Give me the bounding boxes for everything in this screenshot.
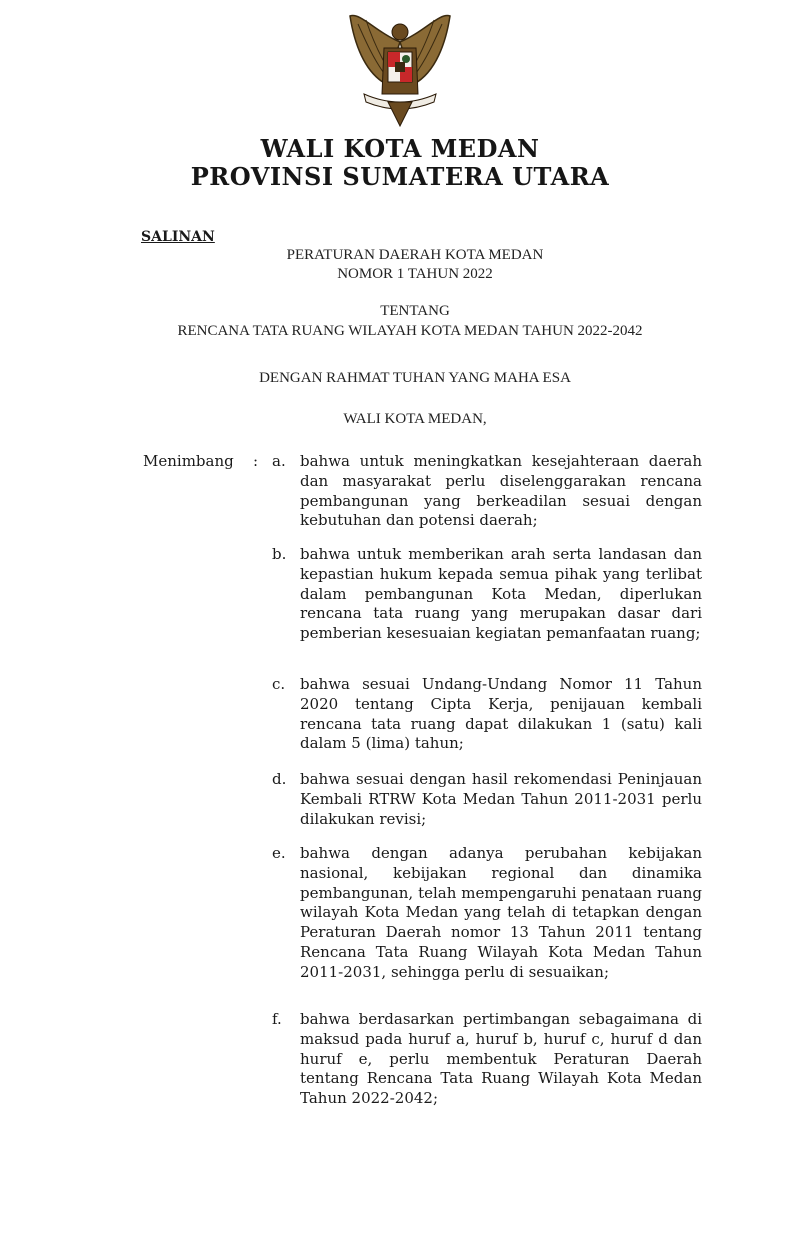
regulation-number: NOMOR 1 TAHUN 2022 <box>337 266 493 282</box>
consideration-item <box>272 844 702 983</box>
item-text: bahwa sesuai dengan hasil rekomendasi Peninjauan Kembali RTRW Kota Medan Tahun 2011-2031 perlu dilakukan revisi; <box>300 770 702 828</box>
regulation-title: PERATURAN DAERAH KOTA MEDAN <box>286 247 544 263</box>
item-marker: b. <box>272 545 287 563</box>
item-text: bahwa untuk memberikan arah serta landasan dan kepastian hukum kepada semua pihak yang terlibat dalam pembangunan Kota Medan, diperlukan rencana tata ruang yang merupakan dasar dari pemberian kesesuaian kegiatan pemanfaatan ruang; <box>300 545 702 643</box>
considerations-colon: : <box>253 452 259 470</box>
item-text: bahwa dengan adanya perubahan kebijakan nasional, kebijakan regional dan dinamika pembangunan, telah mempengaruhi penataan ruang wilayah Kota Medan yang telah di tetapkan dengan Peraturan Daerah nomor 13 Tahun 2011 tentang Rencana Tata Ruang Wilayah Kota Medan Tahun 2011-2031, sehingga perlu di sesuaikan; <box>300 844 702 981</box>
consideration-item <box>272 1010 702 1109</box>
issuer-title: WALI KOTA MEDAN <box>260 134 540 163</box>
regulation-subject: RENCANA TATA RUANG WILAYAH KOTA MEDAN TAHUN 2022-2042 <box>177 323 643 339</box>
item-marker: a. <box>272 452 286 470</box>
invocation: DENGAN RAHMAT TUHAN YANG MAHA ESA <box>259 370 571 386</box>
garuda-emblem-icon <box>336 2 464 130</box>
item-text: bahwa untuk meningkatkan kesejahteraan daerah dan masyarakat perlu diselenggarakan rencana pembangunan yang berkeadilan sesuai dengan kebutuhan dan potensi daerah; <box>300 452 702 530</box>
item-text: bahwa sesuai Undang-Undang Nomor 11 Tahun 2020 tentang Cipta Kerja, penijauan kembali rencana tata ruang dapat dilakukan 1 (satu) kali dalam 5 (lima) tahun; <box>300 675 702 753</box>
item-marker: e. <box>272 844 286 862</box>
copy-stamp: SALINAN <box>141 229 215 245</box>
item-marker: d. <box>272 770 287 788</box>
consideration-item <box>272 545 702 644</box>
item-marker: c. <box>272 675 286 693</box>
consideration-item <box>272 452 702 531</box>
about-heading: TENTANG <box>380 303 450 319</box>
item-marker: f. <box>272 1010 282 1028</box>
item-text: bahwa berdasarkan pertimbangan sebagaimana di maksud pada huruf a, huruf b, huruf c, huruf d dan huruf e, perlu membentuk Peraturan Daerah tentang Rencana Tata Ruang Wilayah Kota Medan Tahun 2022-2042; <box>300 1010 702 1108</box>
considerations-label: Menimbang <box>143 452 234 470</box>
consideration-item <box>272 770 702 829</box>
issuer-province: PROVINSI SUMATERA UTARA <box>190 162 610 191</box>
consideration-item <box>272 675 702 754</box>
authority-line: WALI KOTA MEDAN, <box>343 411 487 427</box>
